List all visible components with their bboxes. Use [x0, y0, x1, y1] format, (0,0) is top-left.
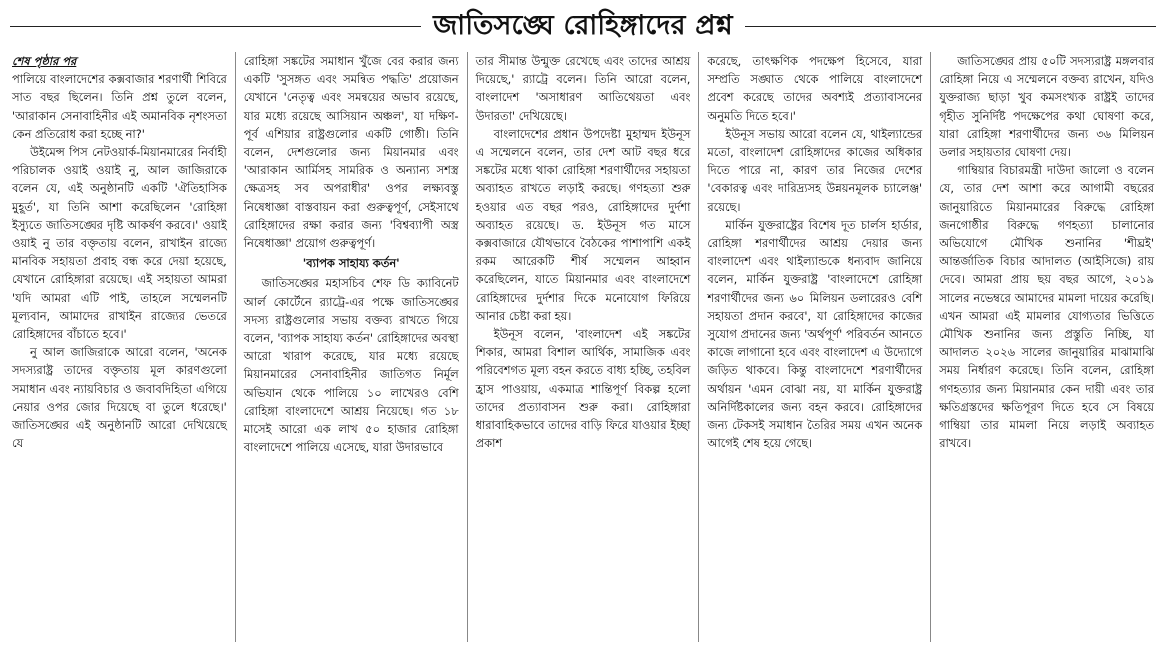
paragraph: জাতিসঙ্ঘের প্রায় ৫০টি সদস্যরাষ্ট্র মঙ্গলবার রোহিঙ্গা নিয়ে এ সম্মেলনে বক্তব্য রাখেন, যদিও যুক্তরাজ্য ছাড়া খুব কমসংখ্যক রাষ্ট্রই তাদের গৃহীত সুনির্দিষ্ট পদক্ষেপের কথা ঘোষণা করে, যারা রোহিঙ্গা শরণার্থীদের জন্য ৩৬ মিলিয়ন ডলার সহায়তার ঘোষণা দেয়।: [939, 54, 1154, 160]
continuation-kicker: শেষ পৃষ্ঠার পর: [12, 54, 77, 68]
paragraph: গাম্বিয়ার বিচারমন্ত্রী দাউদা জালো ও বলেন যে, তার দেশ আশা করে আগামী বছরের জানুয়ারিতে মিয়ানমারের বিরুদ্ধে রোহিঙ্গা জনগোষ্ঠীর বিরুদ্ধে গণহত্যা চালানোর অভিযোগে মৌখিক শুনানির 'শীঘ্রই' আন্তর্জাতিক বিচার আদালত (আইসিজে) রায় দেবে। আমরা প্রায় ছয় বছর আগে, ২০১৯ সালের নভেম্বরে আমাদের মামলা দায়ের করেছি। এখন আমরা এই মামলার যোগ্যতার ভিত্তিতে মৌখিক শুনানির জন্য প্রস্তুতি নিচ্ছি, যা আদালত ২০২৬ সালের জানুয়ারির মাঝামাঝি সময় নির্ধারণ করেছে। তিনি বলেন, রোহিঙ্গা গণহত্যার জন্য মিয়ানমার কেন দায়ী এবং তার ক্ষতিগ্রস্তদের ক্ষতিপূরণ দিতে হবে সে বিষয়ে গাম্বিয়া তার মামলা নিয়ে লড়াই অব্যাহত রাখবে।: [939, 163, 1154, 451]
column-2: [236, 52, 468, 642]
paragraph: উইমেন্স পিস নেটওয়ার্ক-মিয়ানমারের নির্বাহী পরিচালক ওয়াই ওয়াই নু, আল জাজিরাকে বলেন যে, এই অনুষ্ঠানটি একটি 'ঐতিহাসিক মুহূর্ত', যা তিনি আশা করেছিলেন 'রোহিঙ্গা ইস্যুতে জাতিসঙ্ঘের দৃষ্টি আকর্ষণ করবে।' ওয়াই ওয়াই নু তার বক্তৃতায় বলেন, রাখাইন রাজ্যে মানবিক সহায়তা প্রবাহ বন্ধ করে দেয়া হয়েছে, যেখানে রোহিঙ্গারা রয়েছে। এই সহায়তা আমরা 'যদি আমরা এটি পাই, তাহলে সম্মেলনটি মূল্যবান, আমাদের রাখাইন রাজ্যের ভেতরে রোহিঙ্গাদের বাঁচাতে হবে।': [12, 145, 227, 342]
headline-rule-left: [10, 26, 421, 27]
paragraph: পালিয়ে বাংলাদেশের কক্সবাজার শরণার্থী শিবিরে সাত বছর ছিলেন। তিনি প্রশ্ন তুলে বলেন, 'আরাকান সেনাবাহিনীর এই অমানবিক নৃশংসতা কেন প্রতিরোধ করা হচ্ছে না?': [12, 72, 227, 141]
subheading: 'ব্যাপক সাহায্য কর্তন': [302, 256, 400, 271]
paragraph: তার সীমান্ত উন্মুক্ত রেখেছে এবং তাদের আশ্রয় দিয়েছে,' র‍্যাট্রে বলেন। তিনি আরো বলেন, বাংলাদেশ 'অসাধারণ আতিথেয়তা এবং উদারতা' দেখিয়েছে।: [475, 54, 691, 123]
headline-rule-right: [745, 26, 1156, 27]
paragraph: মার্কিন যুক্তরাষ্ট্রের বিশেষ দূত চার্লস হার্ডার, রোহিঙ্গা শরণার্থীদের আশ্রয় দেয়ার জন্য বাংলাদেশ এবং থাইল্যান্ডকে ধন্যবাদ জানিয়ে বলেন, মার্কিন যুক্তরাষ্ট্র 'বাংলাদেশে রোহিঙ্গা শরণার্থীদের জন্য ৬০ মিলিয়ন ডলারেরও বেশি সহায়তা প্রদান করবে', যা রোহিঙ্গাদের কাজের সুযোগ প্রদানের জন্য 'অর্থপূর্ণ' পরিবর্তন আনতে কাজে লাগানো হবে এবং বাংলাদেশ এ উদ্যোগে জড়িত থাকবে। কিন্তু বাংলাদেশে শরণার্থীদের অর্থায়ন 'এমন বোঝা নয়, যা মার্কিন যুক্তরাষ্ট্র অনির্দিষ্টকালের জন্য বহন করবে। রোহিঙ্গাদের জন্য টেকসই সমাধান তৈরির সময় এখন অনেক আগেই শেষ হয়ে গেছে।: [707, 217, 923, 451]
paragraph: বাংলাদেশের প্রধান উপদেষ্টা মুহাম্মদ ইউনূস এ সম্মেলনে বলেন, তার দেশ আট বছর ধরে সঙ্কটের মধ্যে থাকা রোহিঙ্গা শরণার্থীদের সহায়তা অব্যাহত রাখতে লড়াই করছে। গণহত্যা শুরু হওয়ার এত বছর পরও, রোহিঙ্গাদের দুর্দশা অব্যাহত রয়েছে। ড. ইউনূস গত মাসে কক্সবাজারে যৌথভাবে বৈঠকের পাশাপাশি একই রকম আরেকটি শীর্ষ সম্মেলন আহ্বান করেছিলেন, যাতে মিয়ানমার এবং বাংলাদেশে রোহিঙ্গাদের দুর্দশার দিকে মনোযোগ ফিরিয়ে আনার চেষ্টা করা হয়।: [475, 126, 691, 323]
paragraph: জাতিসঙ্ঘের মহাসচিব শেফ ডি ক্যাবিনেট আর্ল কোর্টেনে র‍্যাট্রে-এর পক্ষে জাতিসঙ্ঘের সদস্য রাষ্ট্রগুলোর সভায় বক্তব্য রাখতে গিয়ে বলেন, 'ব্যাপক সাহায্য কর্তন' রোহিঙ্গাদের অবস্থা আরো খারাপ করেছে, যার মধ্যে রয়েছে মিয়ানমারের সেনাবাহিনীর জাতিগত নির্মূল অভিযান থেকে পালিয়ে ১০ লাখেরও বেশি রোহিঙ্গা বাংলাদেশে আশ্রয় নিয়েছে। গত ১৮ মাসেই আরো এক লাখ ৫০ হাজার রোহিঙ্গা বাংলাদেশে পালিয়ে এসেছে, যারা উদারভাবে: [243, 276, 459, 455]
paragraph: ইউনূস বলেন, 'বাংলাদেশ এই সঙ্কটের শিকার, আমরা বিশাল আর্থিক, সামাজিক এবং পরিবেশগত মূল্য বহন করতে বাধ্য হচ্ছি, তহবিল হ্রাস পাওয়ায়, একমাত্র শান্তিপূর্ণ বিকল্প হলো তাদের প্রত্যাবাসন শুরু করা। রোহিঙ্গারা ধারাবাহিকভাবে তাদের বাড়ি ফিরে যাওয়ার ইচ্ছা প্রকাশ: [475, 327, 691, 451]
column-3: [468, 52, 700, 642]
paragraph: নু আল জাজিরাকে আরো বলেন, 'অনেক সদস্যরাষ্ট্র তাদের বক্তৃতায় মূল কারণগুলো সমাধান এবং ন্যায়বিচার ও জবাবদিহিতা এগিয়ে নেয়ার ওপর জোর দিয়েছে বা তুলে ধরেছে।' জাতিসঙ্ঘের এই অনুষ্ঠানটি আরো দেখিয়েছে যে: [12, 345, 227, 451]
paragraph: রোহিঙ্গা সঙ্কটের সমাধান খুঁজে বের করার জন্য একটি 'সুসঙ্গত এবং সমন্বিত পদ্ধতি' প্রয়োজন যেখানে 'নেতৃত্ব এবং সমন্বয়ের অভাব রয়েছে, যার মধ্যে রয়েছে আসিয়ান অঞ্চল', যা দক্ষিণ-পূর্ব এশিয়ার রাষ্ট্রগুলোর একটি গোষ্ঠী। তিনি বলেন, দেশগুলোর জন্য মিয়ানমার এবং 'আরাকান আর্মিসহ সামরিক ও অন্যান্য সশস্ত্র ক্ষেত্রসহ সব অপরাধীর' ওপর লক্ষ্যবস্তু নিষেধাজ্ঞা বাস্তবায়ন করা গুরুত্বপূর্ণ, সেইসাথে রোহিঙ্গাদের রক্ষা করার জন্য 'বিশ্বব্যাপী অস্ত্র নিষেধাজ্ঞা' প্রয়োগ গুরুত্বপূর্ণ।: [243, 54, 459, 251]
column-4: [699, 52, 931, 642]
paragraph: ইউনূস সভায় আরো বলেন যে, থাইল্যান্ডের মতো, বাংলাদেশ রোহিঙ্গাদের কাজের অধিকার দিতে পারে না, কারণ তার নিজের দেশের 'বেকারত্ব এবং দারিদ্র্যসহ উন্নয়নমূলক চ্যালেঞ্জ' রয়েছে।: [707, 126, 923, 214]
column-1: [10, 52, 236, 642]
headline-row: [10, 6, 1156, 46]
column-5: [931, 52, 1156, 642]
paragraph: করেছে, তাৎক্ষণিক পদক্ষেপ হিসেবে, যারা সম্প্রতি সঙ্ঘাত থেকে পালিয়ে বাংলাদেশে প্রবেশ করেছে তাদের অবশ্যই প্রত্যাবাসনের অনুমতি দিতে হবে।': [707, 54, 923, 123]
headline: জাতিসঙ্ঘে রোহিঙ্গাদের প্রশ্ন: [433, 10, 733, 41]
article-columns: [10, 52, 1156, 642]
